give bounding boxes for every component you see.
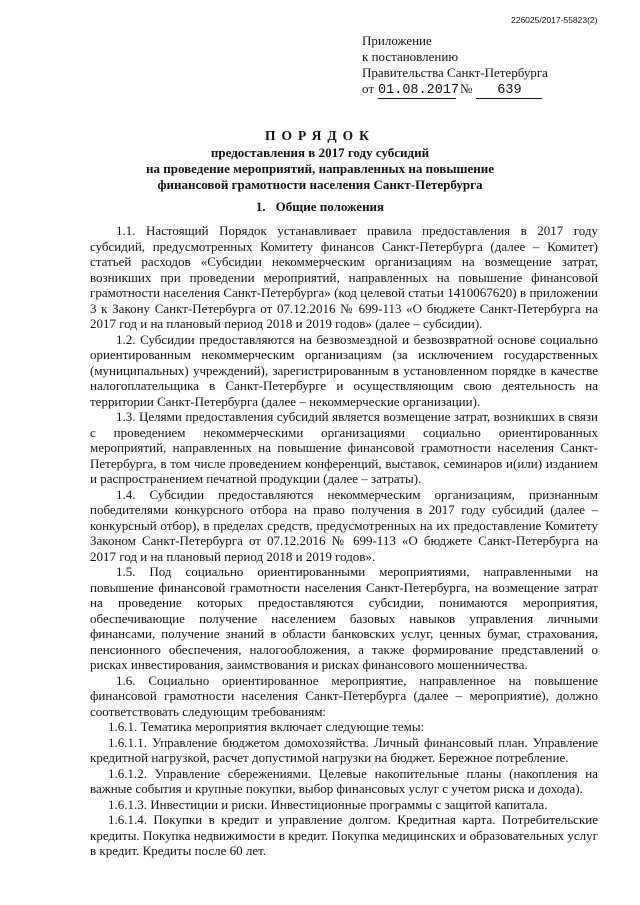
paragraph-1-6-1-3: 1.6.1.3. Инвестиции и риски. Инвестиционные программы с защитой капитала. xyxy=(108,796,548,812)
paragraph-1-2: 1.2. Субсидии предоставляются на безвозмездной и безвозвратной основе социально ориентированным некоммерческим организациям (за исключением государственных (муниципальных) учреждений), зарегистрированным в установленном порядке в качестве налогоплательщика в Санкт-Петербурге и осуществляющим свою деятельность на территории Санкт-Петербурга (далее – некоммерческие организации). xyxy=(90,331,598,409)
document-title xyxy=(0,127,640,193)
paragraph-1-1: 1.1. Настоящий Порядок устанавливает правила предоставления в 2017 году субсидий, предусмотренных Комитету финансов Санкт-Петербурга (далее – Комитет) статьей расходов «Субсидии некоммерческим организациям на возмещение затрат, возникших при проведении мероприятий, направленных на повышение финансовой грамотности населения Санкт-Петербурга» (код целевой статьи 1410067620) в приложении 3 к Закону Санкт-Петербурга от 07.12.2016 № 699-113 «О бюджете Санкт-Петербурга на 2017 год и на плановый период 2018 и 2019 годов» (далее – субсидии). xyxy=(90,223,598,331)
paragraph-1-4: 1.4. Субсидии предоставляются некоммерческим организациям, признанным победителями конкурсного отбора на право получения в 2017 году субсидий (далее – конкурсный отбор), в пределах средств, предусмотренных на их предоставление Комитету Законом Санкт-Петербурга от 07.12.2016 № 699-113 «О бюджете Санкт-Петербурга на 2017 год и на плановый период 2018 и 2019 годов». xyxy=(90,486,598,564)
document-body xyxy=(90,223,598,859)
number-prefix: № xyxy=(460,81,473,96)
paragraph-1-3: 1.3. Целями предоставления субсидий является возмещение затрат, возникших в связи с проведением некоммерческими организациями социально ориентированных мероприятий, направленных на повышение финансовой грамотности населения Санкт-Петербурга, в том числе проведением конференций, выставок, семинаров и(или) изданием и распространением печатной продукции (далее – затраты). xyxy=(90,409,598,486)
paragraph-1-6-1-4: 1.6.1.4. Покупки в кредит и управление долгом. Кредитная карта. Потребительские кредиты. Покупка недвижимости в кредит. Покупка медицинских и образовательных услуг в кредит. Кредиты после 60 лет. xyxy=(90,812,598,858)
paragraph-1-6-1: 1.6.1. Тематика мероприятия включает следующие темы: xyxy=(108,719,425,734)
date-prefix: от xyxy=(362,81,375,96)
section-number: 1. xyxy=(255,199,266,214)
paragraph-1-6: 1.6. Социально ориентированное мероприятие, направленное на повышение финансовой грамотности населения Санкт-Петербурга (далее – мероприятие), должно соответствовать следующим требованиям: xyxy=(90,672,598,719)
appendix-block xyxy=(362,33,548,99)
section-title: Общие положения xyxy=(275,199,385,214)
title-main: ПОРЯДОК xyxy=(265,128,375,143)
appendix-line-1: Приложение xyxy=(362,33,432,48)
appendix-line-2: к постановлению xyxy=(362,49,459,64)
paragraph-1-5: 1.5. Под социально ориентированными мероприятиями, направленными на повышение финансовой грамотности населения Санкт-Петербурга, на возмещение затрат на проведение которых предоставляются субсидии, понимаются мероприятия, обеспечивающие получение населением базовых навыков управления личными финансами, получение знаний в области банковских услуг, ценных бумаг, страхования, пенсионного обеспечения, налогообложения, а также формирование представлений о рисках инвестирования, заимствования и рисках финансового мошенничества. xyxy=(90,564,598,672)
appendix-line-3: Правительства Санкт-Петербурга xyxy=(362,65,548,80)
registration-line xyxy=(362,81,548,99)
decree-number: 639 xyxy=(476,84,542,99)
paragraph-1-6-1-2: 1.6.1.2. Управление сбережениями. Целевые накопительные планы (накопления на важные события и крупные покупки, выбор финансовых услуг с учетом риска и дохода). xyxy=(90,765,598,796)
decree-date: 01.08.2017 xyxy=(378,83,460,98)
document-id: 226025/2017-55823(2) xyxy=(511,15,598,25)
title-line-2: на проведение мероприятий, направленных на повышение xyxy=(146,161,494,176)
section-heading xyxy=(0,199,640,215)
title-line-3: финансовой грамотности населения Санкт-Петербурга xyxy=(157,177,483,192)
title-line-1: предоставления в 2017 году субсидий xyxy=(210,145,430,160)
paragraph-1-6-1-1: 1.6.1.1. Управление бюджетом домохозяйства. Личный финансовый план. Управление кредитной нагрузкой, расчет допустимой нагрузки на бюджет. Бережное потребление. xyxy=(90,734,598,765)
